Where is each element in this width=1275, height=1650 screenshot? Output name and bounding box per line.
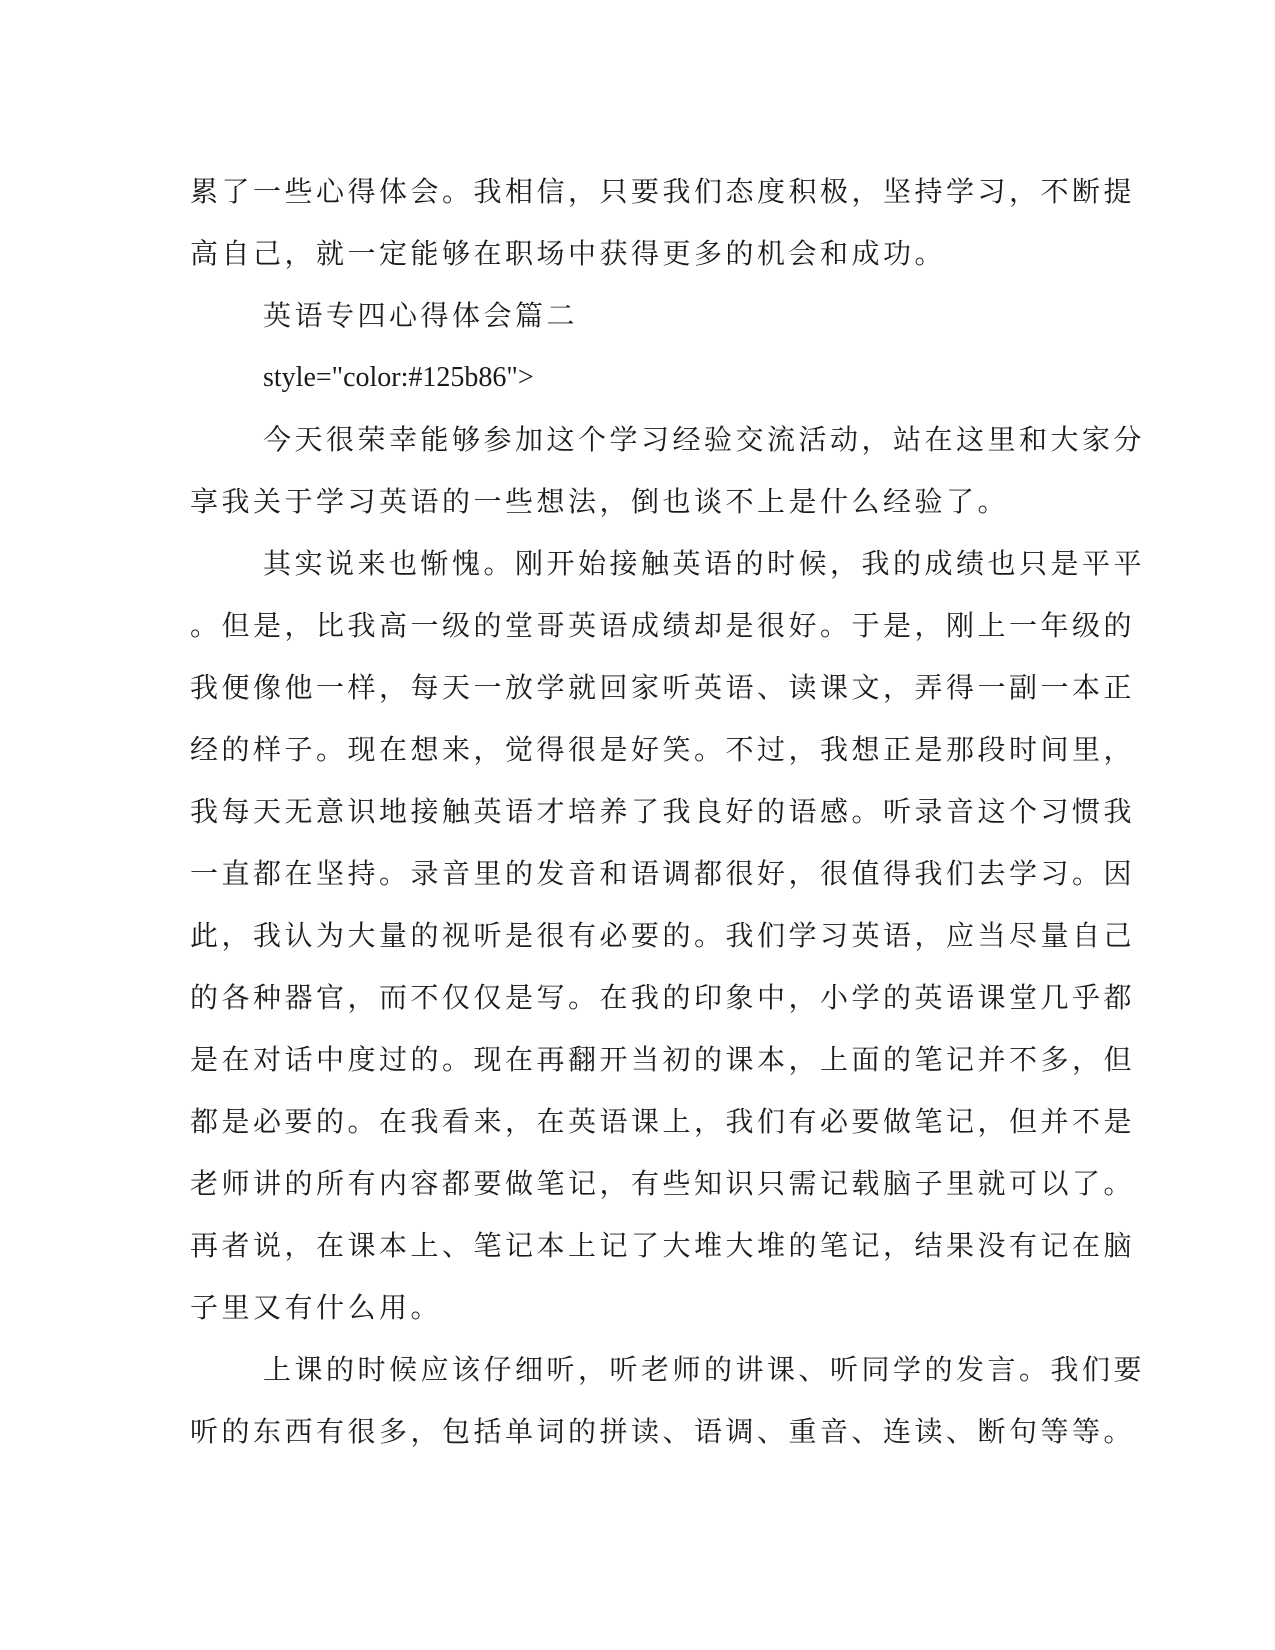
- text-line: 我便像他一样，每天一放学就回家听英语、读课文，弄得一副一本正: [190, 671, 1136, 704]
- text-line: 是在对话中度过的。现在再翻开当初的课本，上面的笔记并不多，但: [190, 1043, 1136, 1076]
- text-line: 一直都在坚持。录音里的发音和语调都很好，很值得我们去学习。因: [190, 857, 1136, 890]
- section-heading: 英语专四心得体会篇二: [263, 299, 579, 332]
- stray-markup-text: style="color:#125b86">: [263, 362, 534, 393]
- text-line: 子里又有什么用。: [190, 1291, 443, 1324]
- text-line: 累了一些心得体会。我相信，只要我们态度积极，坚持学习，不断提: [190, 175, 1136, 208]
- document-body: [190, 161, 1146, 1463]
- text-line: 上课的时候应该仔细听，听老师的讲课、听同学的发言。我们要: [263, 1353, 1146, 1386]
- text-line: 的各种器官，而不仅仅是写。在我的印象中，小学的英语课堂几乎都: [190, 981, 1136, 1014]
- text-line: 我每天无意识地接触英语才培养了我良好的语感。听录音这个习惯我: [190, 795, 1136, 828]
- text-line: 高自己，就一定能够在职场中获得更多的机会和成功。: [190, 237, 947, 270]
- text-line: 经的样子。现在想来，觉得很是好笑。不过，我想正是那段时间里，: [190, 733, 1136, 766]
- text-line: 其实说来也惭愧。刚开始接触英语的时候，我的成绩也只是平平: [263, 547, 1146, 580]
- text-line: 都是必要的。在我看来，在英语课上，我们有必要做笔记，但并不是: [190, 1105, 1136, 1138]
- text-line: 今天很荣幸能够参加这个学习经验交流活动，站在这里和大家分: [263, 423, 1146, 456]
- text-line: 此，我认为大量的视听是很有必要的。我们学习英语，应当尽量自己: [190, 919, 1136, 952]
- text-line: 老师讲的所有内容都要做笔记，有些知识只需记载脑子里就可以了。: [190, 1167, 1136, 1200]
- text-line: 。但是，比我高一级的堂哥英语成绩却是很好。于是，刚上一年级的: [190, 609, 1136, 642]
- text-line: 享我关于学习英语的一些想法，倒也谈不上是什么经验了。: [190, 485, 1010, 518]
- text-line: 再者说，在课本上、笔记本上记了大堆大堆的笔记，结果没有记在脑: [190, 1229, 1136, 1262]
- text-line: 听的东西有很多，包括单词的拼读、语调、重音、连读、断句等等。: [190, 1415, 1136, 1448]
